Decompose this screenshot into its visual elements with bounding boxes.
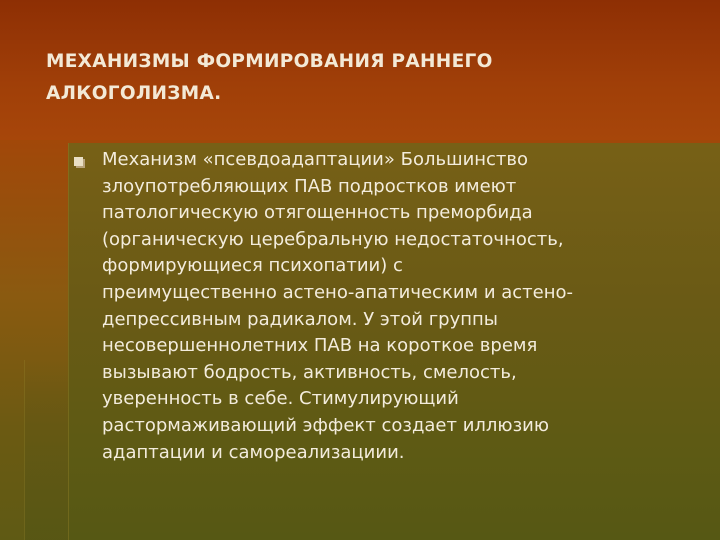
bullet-line: растормаживающий эффект создает иллюзию — [102, 414, 549, 436]
bullet-line: несовершеннолетних ПАВ на короткое время — [102, 335, 538, 357]
bullet-line: уверенность в себе. Стимулирующий — [102, 388, 459, 410]
bullet-line: злоупотребляющих ПАВ подростков имеют — [102, 175, 517, 197]
square-bullet-icon — [74, 157, 83, 166]
bullet-line: патологическую отягощенность преморбида — [102, 202, 533, 224]
bullet-text — [102, 147, 682, 466]
bullet-line: преимущественно астено-апатическим и астено- — [102, 281, 573, 303]
bullet-line: депрессивным радикалом. У этой группы — [102, 308, 498, 330]
bullet-line: формирующиеся психопатии) с — [102, 255, 403, 277]
bullet-line: адаптации и самореализациии. — [102, 441, 405, 463]
content-panel-edge — [68, 143, 69, 540]
bullet-line: (органическую церебральную недостаточность, — [102, 228, 564, 250]
bullet-line: вызывают бодрость, активность, смелость, — [102, 361, 517, 383]
panel-shadow — [24, 360, 68, 540]
bullet-line: Механизм «псевдоадаптации» Большинство — [102, 149, 529, 170]
panel-shadow-edge — [24, 360, 25, 540]
slide-title: МЕХАНИЗМЫ ФОРМИРОВАНИЯ РАННЕГО АЛКОГОЛИЗМА. — [46, 51, 493, 104]
